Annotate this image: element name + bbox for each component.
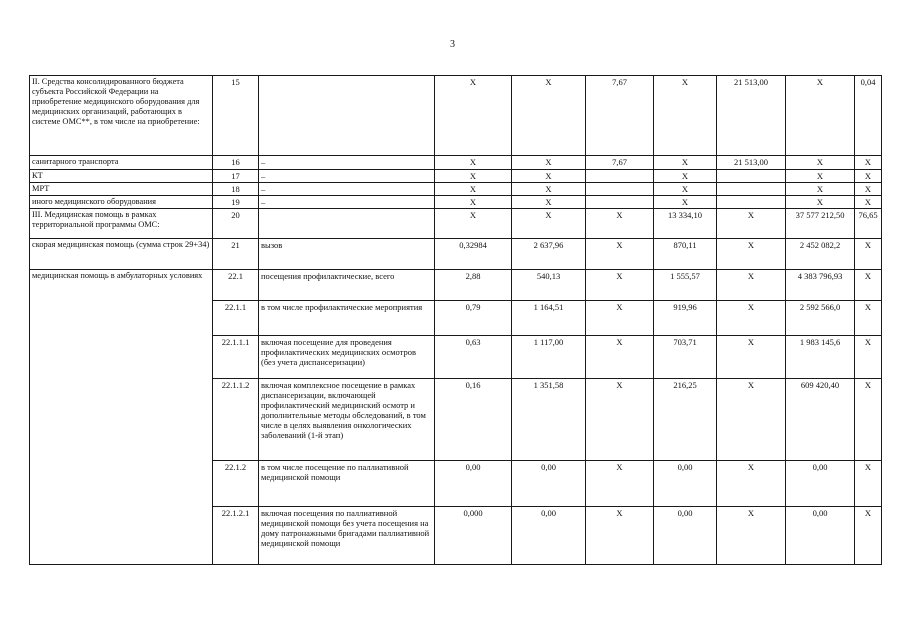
cell-value: X [855, 170, 882, 183]
cell-value [586, 196, 654, 209]
cell-value: X [717, 301, 786, 336]
cell-value: 0,00 [512, 507, 586, 565]
cell-value: X [717, 379, 786, 461]
row-number: 22.1.1.1 [213, 336, 259, 379]
cell-value: 1 351,58 [512, 379, 586, 461]
cell-value: X [717, 209, 786, 239]
cell-value: 37 577 212,50 [786, 209, 855, 239]
cell-value: X [786, 183, 855, 196]
row-number: 17 [213, 170, 259, 183]
cell-value: 2,88 [435, 270, 512, 301]
cell-value: X [586, 209, 654, 239]
table-row [30, 76, 882, 156]
row-label: II. Средства консолидированного бюджета субъекта Российской Федерации на приобретение медицинского оборудования для медицинских организаций, работающих в системе ОМС**, в том числе на приобретение: [30, 76, 213, 156]
cell-value: X [435, 196, 512, 209]
row-unit: посещения профилактические, всего [259, 270, 435, 301]
row-label: санитарного транспорта [30, 156, 213, 170]
cell-value [717, 183, 786, 196]
row-number: 21 [213, 239, 259, 270]
cell-value: X [435, 209, 512, 239]
cell-value: X [512, 196, 586, 209]
cell-value: 7,67 [586, 76, 654, 156]
cell-value: 13 334,10 [654, 209, 717, 239]
cell-value: X [855, 183, 882, 196]
cell-value: 0,04 [855, 76, 882, 156]
cell-value: X [855, 379, 882, 461]
cell-value: 609 420,40 [786, 379, 855, 461]
cell-value: 21 513,00 [717, 76, 786, 156]
cell-value: 2 592 566,0 [786, 301, 855, 336]
cell-value: X [717, 239, 786, 270]
row-label: скорая медицинская помощь (сумма строк 29+34) [30, 239, 213, 270]
cell-value: X [586, 301, 654, 336]
cell-value: 4 383 796,93 [786, 270, 855, 301]
cell-value: X [717, 507, 786, 565]
cell-value: 919,96 [654, 301, 717, 336]
cell-value: 2 452 082,2 [786, 239, 855, 270]
row-unit: в том числе посещение по паллиативной медицинской помощи [259, 461, 435, 507]
cell-value: 1 164,51 [512, 301, 586, 336]
cell-value: X [717, 461, 786, 507]
cell-value: X [512, 156, 586, 170]
row-label: III. Медицинская помощь в рамках территориальной программы ОМС: [30, 209, 213, 239]
cell-value: 0,16 [435, 379, 512, 461]
cell-value: X [435, 76, 512, 156]
table-row [30, 170, 882, 183]
cell-value: X [435, 183, 512, 196]
row-number: 16 [213, 156, 259, 170]
cell-value: X [586, 507, 654, 565]
row-unit: вызов [259, 239, 435, 270]
cell-value: 540,13 [512, 270, 586, 301]
cell-value: X [435, 156, 512, 170]
cell-value: X [786, 76, 855, 156]
cell-value: X [786, 196, 855, 209]
row-unit: включая посещения по паллиативной медицинской помощи без учета посещения на дому патронажными бригадами паллиативной медицинской помощи [259, 507, 435, 565]
cell-value: 0,00 [786, 507, 855, 565]
cell-value: X [654, 170, 717, 183]
cell-value: 216,25 [654, 379, 717, 461]
cell-value: X [855, 336, 882, 379]
table-row [30, 209, 882, 239]
cell-value: 7,67 [586, 156, 654, 170]
cell-value: X [855, 239, 882, 270]
row-number: 20 [213, 209, 259, 239]
row-label: медицинская помощь в амбулаторных условиях [30, 270, 213, 565]
row-number: 22.1.2 [213, 461, 259, 507]
cell-value [717, 196, 786, 209]
cell-value: 1 117,00 [512, 336, 586, 379]
cell-value: X [786, 156, 855, 170]
cell-value: 0,00 [435, 461, 512, 507]
cell-value: 76,65 [855, 209, 882, 239]
row-unit [259, 209, 435, 239]
cell-value: X [512, 209, 586, 239]
row-number: 22.1.2.1 [213, 507, 259, 565]
cell-value [586, 170, 654, 183]
cell-value: X [717, 270, 786, 301]
cell-value: X [435, 170, 512, 183]
row-number: 22.1 [213, 270, 259, 301]
row-unit: включая комплексное посещение в рамках диспансеризации, включающей профилактический медицинский осмотр и дополнительные методы обследований, в том числе в целях выявления онкологических заболеваний (1-й этап) [259, 379, 435, 461]
cell-value: 0,00 [512, 461, 586, 507]
cell-value: 0,00 [654, 507, 717, 565]
cell-value: 1 983 145,6 [786, 336, 855, 379]
cell-value: X [512, 183, 586, 196]
row-unit: в том числе профилактические мероприятия [259, 301, 435, 336]
cell-value: 0,63 [435, 336, 512, 379]
row-unit: – [259, 196, 435, 209]
cell-value: X [654, 183, 717, 196]
cell-value: X [855, 196, 882, 209]
cell-value: X [855, 156, 882, 170]
cell-value: X [654, 76, 717, 156]
cell-value: 1 555,57 [654, 270, 717, 301]
cell-value: 870,11 [654, 239, 717, 270]
row-number: 19 [213, 196, 259, 209]
row-number: 22.1.1 [213, 301, 259, 336]
row-label: иного медицинского оборудования [30, 196, 213, 209]
cell-value [717, 170, 786, 183]
financing-table [29, 75, 882, 565]
cell-value: X [586, 461, 654, 507]
row-unit: – [259, 170, 435, 183]
cell-value: X [855, 461, 882, 507]
cell-value: X [512, 76, 586, 156]
cell-value: X [654, 196, 717, 209]
table-row [30, 156, 882, 170]
cell-value: X [512, 170, 586, 183]
cell-value: 0,000 [435, 507, 512, 565]
page-number: 3 [450, 39, 455, 50]
cell-value: 21 513,00 [717, 156, 786, 170]
table-row [30, 239, 882, 270]
row-number: 22.1.1.2 [213, 379, 259, 461]
row-label: КТ [30, 170, 213, 183]
cell-value: X [855, 301, 882, 336]
row-unit: – [259, 156, 435, 170]
table-row [30, 183, 882, 196]
cell-value: 2 637,96 [512, 239, 586, 270]
cell-value [586, 183, 654, 196]
cell-value: 0,00 [654, 461, 717, 507]
cell-value: X [855, 270, 882, 301]
cell-value: X [786, 170, 855, 183]
cell-value: X [586, 239, 654, 270]
cell-value: X [855, 507, 882, 565]
cell-value: X [586, 336, 654, 379]
row-unit: включая посещение для проведения профилактических медицинских осмотров (без учета диспансеризации) [259, 336, 435, 379]
cell-value: X [586, 379, 654, 461]
row-unit: – [259, 183, 435, 196]
cell-value: 0,79 [435, 301, 512, 336]
cell-value: 703,71 [654, 336, 717, 379]
row-label: МРТ [30, 183, 213, 196]
cell-value: X [586, 270, 654, 301]
table-row [30, 196, 882, 209]
row-unit [259, 76, 435, 156]
row-number: 15 [213, 76, 259, 156]
row-number: 18 [213, 183, 259, 196]
cell-value: 0,32984 [435, 239, 512, 270]
table-row [30, 270, 882, 301]
cell-value: 0,00 [786, 461, 855, 507]
cell-value: X [717, 336, 786, 379]
cell-value: X [654, 156, 717, 170]
